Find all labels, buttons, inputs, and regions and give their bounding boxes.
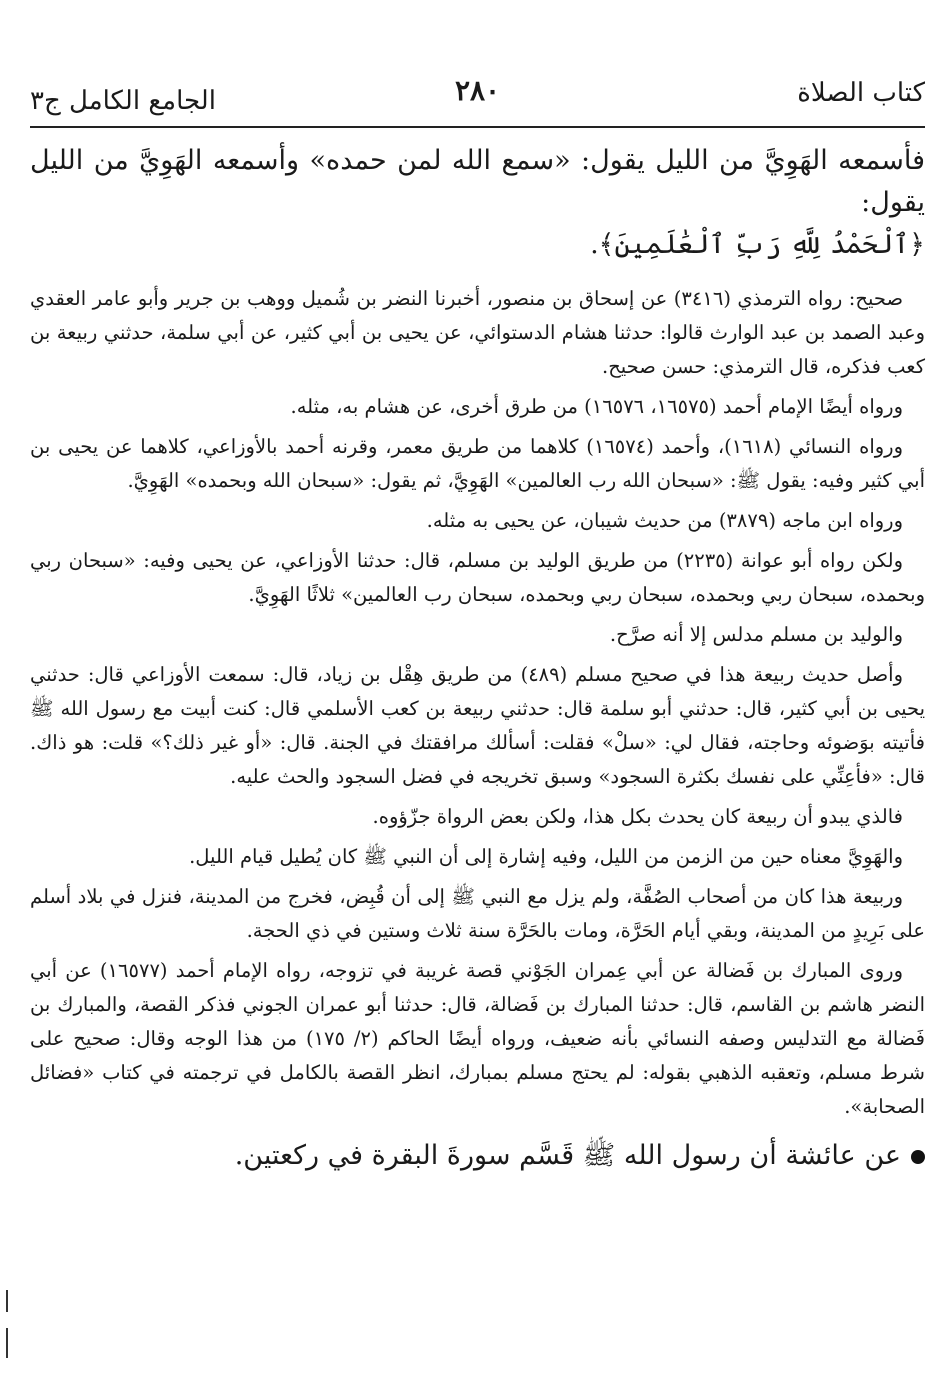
- bullet-icon: [911, 1150, 925, 1164]
- paragraph: والهَوِيَّ معناه حين من الزمن من الليل، وفيه إشارة إلى أن النبي ﷺ كان يُطيل قيام الليل.: [189, 845, 903, 868]
- chapter-title: كتاب الصلاة: [797, 78, 925, 108]
- paragraph: ورواه ابن ماجه (٣٨٧٩) من حديث شيبان، عن يحيى به مثله.: [426, 509, 903, 532]
- page-header: [30, 72, 925, 122]
- paragraph: وروى المبارك بن فَضالة عن أبي عِمران الجَوْني قصة غريبة في تزوجه، رواه الإمام أحمد (١٦٥٧٧) عن أبي النضر هاشم بن القاسم، قال: حدثنا المبارك بن فَضالة، قال: حدثنا أبو عمران الجوني فذكر القصة، والمبارك بن فَضالة مع التدليس وصفه النسائي بأنه ضعيف، ورواه أيضًا الحاكم (٢/ ١٧٥) من هذا الوجه وقال: صحيح على شرط مسلم، وتعقبه الذهبي بقوله: لم يحتج مسلم بمبارك، انظر القصة بالكامل في ترجمته في كتاب «فضائل الصحابة».: [30, 959, 925, 1118]
- main-hadith-line: فأسمعه الهَوِيَّ من الليل يقول: «سمع الله لمن حمده» وأسمعه الهَوِيَّ من الليل يقول:: [30, 145, 925, 218]
- paragraph: ورواه النسائي (١٦١٨)، وأحمد (١٦٥٧٤) كلاهما من طريق معمر، وقرنه أحمد بالأوزاعي، كلاهما عن يحيى بن أبي كثير وفيه: يقول ﷺ: «سبحان الله رب العالمين» الهَوِيَّ، ثم يقول: «سبحان الله وبحمده» الهَوِيَّ.: [30, 435, 925, 492]
- paragraph: والوليد بن مسلم مدلس إلا أنه صرَّح.: [609, 623, 903, 646]
- paragraph: ورواه أيضًا الإمام أحمد (١٦٥٧٥، ١٦٥٧٦) من طرق أخرى، عن هشام به، مثله.: [290, 395, 903, 418]
- next-hadith-text: عن عائشة أن رسول الله ﷺ قَسَّم سورةَ البقرة في ركعتين.: [234, 1140, 901, 1171]
- main-hadith: [30, 140, 925, 266]
- next-hadith: [30, 1136, 925, 1176]
- main-hadith-line: ﴿ٱلْحَمْدُ لِلَّهِ رَبِّ ٱلْعَٰلَمِينَ﴾.: [590, 229, 925, 260]
- paragraph: ولكن رواه أبو عوانة (٢٢٣٥) من طريق الوليد بن مسلم، قال: حدثنا الأوزاعي، عن يحيى وفيه: «سبحان ربي وبحمده، سبحان ربي وبحمده، سبحان ربي وبحمده، سبحان رب العالمين» ثلاثًا الهَوِيَّ.: [30, 549, 925, 606]
- margin-mark: [6, 1328, 8, 1358]
- paragraph: وأصل حديث ربيعة هذا في صحيح مسلم (٤٨٩) من طريق هِقْل بن زياد، قال: سمعت الأوزاعي قال: حدثني يحيى بن أبي كثير، قال: حدثني أبو سلمة قال: حدثني ربيعة بن كعب الأسلمي قال: كنت أبيت مع رسول الله ﷺ فأتيته بوَضوئه وحاجته، فقال لي: «سلْ» فقلت: أسألك مرافقتك في الجنة. قال: «أو غير ذلك؟» قلت: هو ذاك. قال: «فأعِنِّي على نفسك بكثرة السجود» وسبق تخريجه في فضل السجود والحث عليه.: [30, 663, 925, 788]
- header-rule: [30, 126, 925, 128]
- book-title: الجامع الكامل ج٣: [30, 86, 216, 116]
- page-body: [30, 140, 925, 1176]
- paragraph: وربيعة هذا كان من أصحاب الصُفَّة، ولم يزل مع النبي ﷺ إلى أن قُبِض، فخرج من المدينة، فنزل في بلاد أسلم على بَرِيدٍ من المدينة، وبقي أيام الحَرَّة، ومات بالحَرَّة سنة ثلاث وستين في ذي الحجة.: [30, 885, 925, 942]
- margin-mark: [6, 1290, 8, 1312]
- paragraph: فالذي يبدو أن ربيعة كان يحدث بكل هذا، ولكن بعض الرواة جزّؤوه.: [372, 805, 903, 828]
- page-number: ٢٨٠: [454, 74, 501, 107]
- paragraph: صحيح: رواه الترمذي (٣٤١٦) عن إسحاق بن منصور، أخبرنا النضر بن شُميل ووهب بن جرير وأبو عامر العقدي وعبد الصمد بن عبد الوارث قالوا: حدثنا هشام الدستوائي، عن يحيى بن أبي كثير، عن أبي سلمة، حدثني ربيعة بن كعب فذكره، قال الترمذي: حسن صحيح.: [30, 287, 925, 378]
